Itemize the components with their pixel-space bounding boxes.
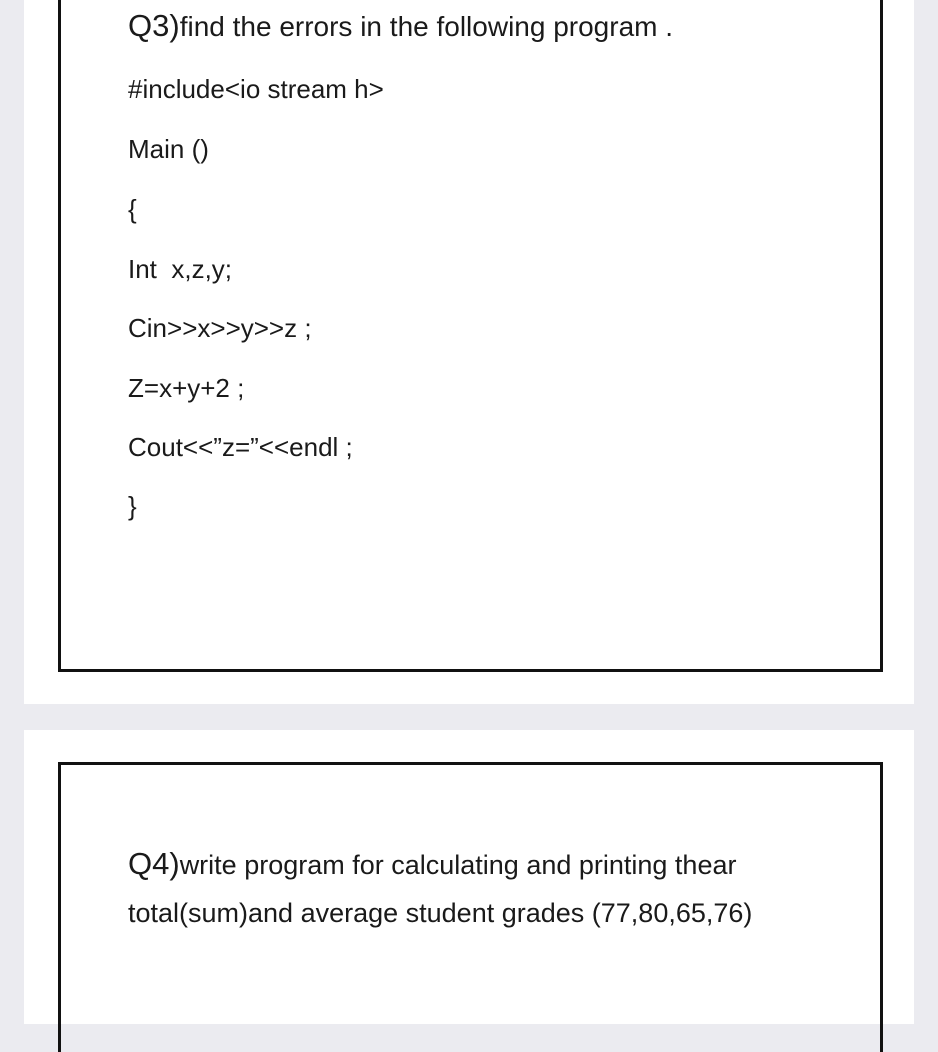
- code-line-assignment: Z=x+y+2 ;: [128, 373, 245, 403]
- q4-number: Q4): [128, 846, 180, 881]
- question-card-q4: [24, 730, 914, 1024]
- q3-heading: [128, 8, 673, 44]
- q4-question: [128, 840, 848, 937]
- code-line-output: Cout<<”z=”<<endl ;: [128, 432, 353, 462]
- question-card-q3: [24, 0, 914, 704]
- q4-line-2: total(sum)and average student grades (77,80,65,76): [128, 898, 753, 928]
- q4-line-1: [128, 840, 848, 889]
- code-line-close-brace: }: [128, 491, 137, 521]
- q4-line-1-text: write program for calculating and printing thear: [179, 850, 737, 880]
- code-line-main: Main (): [128, 134, 209, 164]
- code-line-input: Cin>>x>>y>>z ;: [128, 313, 312, 343]
- code-line-declaration: Int x,z,y;: [128, 254, 233, 284]
- q3-number: Q3): [128, 8, 180, 43]
- code-line-include: #include<io stream h>: [128, 74, 384, 104]
- code-line-open-brace: {: [128, 194, 137, 224]
- q3-prompt: find the errors in the following program .: [179, 11, 674, 42]
